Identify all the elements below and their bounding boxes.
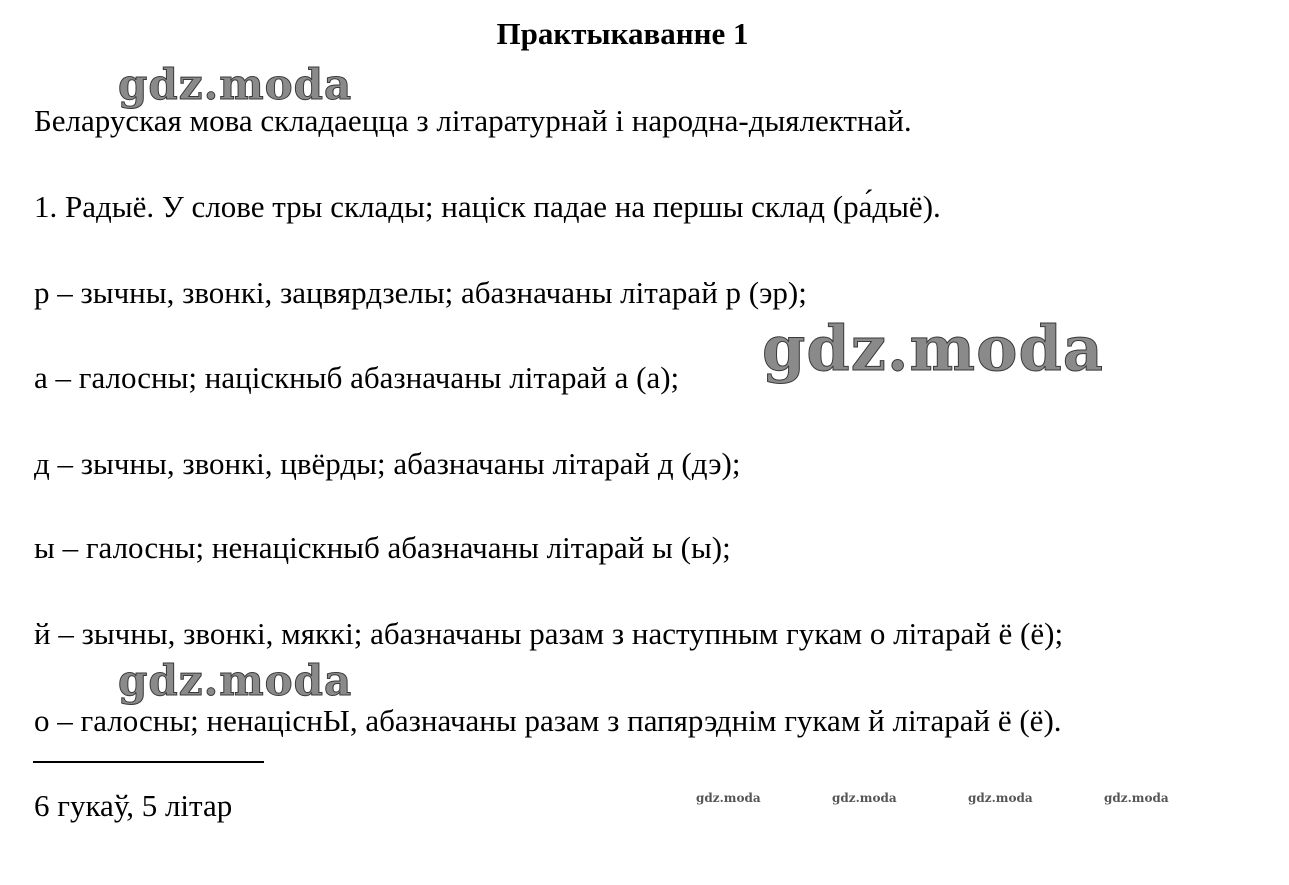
exercise-line: 1. Радыё. У слове тры склады; націск падае на першы склад (ра́дыё). bbox=[34, 189, 941, 224]
phonetic-line-j: й – зычны, звонкі, мяккі; абазначаны разам з наступным гукам о літарай ё (ё); bbox=[34, 616, 1064, 651]
watermark-small: gdz.moda bbox=[832, 791, 897, 805]
watermark-small: gdz.moda bbox=[1104, 791, 1169, 805]
phonetic-line-y: ы – галосны; ненаціскныб абазначаны літарай ы (ы); bbox=[34, 530, 731, 565]
watermark-small: gdz.moda bbox=[696, 791, 761, 805]
watermark-logo: gdz.moda bbox=[762, 312, 1104, 385]
watermark-small: gdz.moda bbox=[968, 791, 1033, 805]
watermark-logo: gdz.moda bbox=[118, 60, 353, 109]
phonetic-line-r: р – зычны, звонкі, зацвярдзелы; абазначаны літарай р (эр); bbox=[34, 275, 807, 310]
page-title: Практыкаванне 1 bbox=[496, 16, 749, 51]
phonetic-line-o: о – галосны; ненаціснЫ, абазначаны разам з папярэднім гукам й літарай ё (ё). bbox=[34, 703, 1062, 738]
phonetic-line-a: а – галосны; націскныб абазначаны літарай а (а); bbox=[34, 360, 680, 395]
footnote-summary: 6 гукаў, 5 літар bbox=[34, 788, 233, 823]
footnote-divider bbox=[33, 761, 264, 763]
phonetic-line-d: д – зычны, звонкі, цвёрды; абазначаны літарай д (дэ); bbox=[34, 446, 741, 481]
intro-text: Беларуская мова складаецца з літаратурнай і народна-дыялектнай. bbox=[34, 103, 912, 138]
watermark-logo: gdz.moda bbox=[118, 656, 353, 705]
